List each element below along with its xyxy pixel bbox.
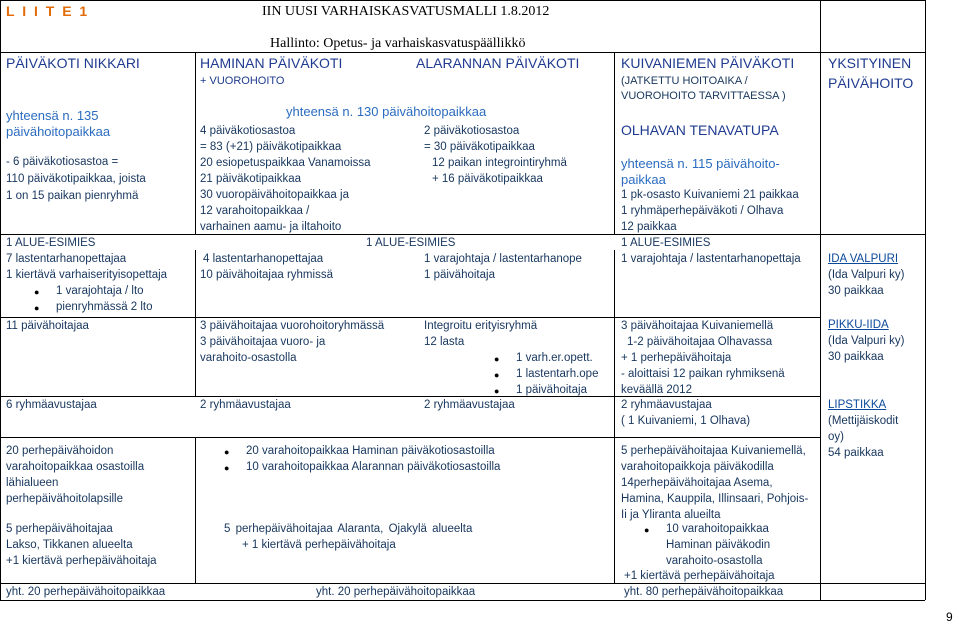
perhe-c1-2: varahoitopaikkaa osastoilla [6,461,145,473]
staff-c1-bullet-1: ● 1 varajohtaja / lto [56,284,144,299]
avustajat-c4-2: ( 1 Kuivaniemi, 1 Olhava) [621,415,751,427]
col3-desc-1: 1 pk-osasto Kuivaniemi 21 paikkaa [621,189,799,201]
hoitajat-c4-5: keväällä 2012 [621,384,692,396]
hoitajat-c3-bullet-3: ● 1 päivähoitaja [516,383,587,398]
hamina-line-6: 12 varahoitopaikkaa / [200,205,310,217]
page-title: IIN UUSI VARHAISKASVATUSMALLI 1.8.2012 [262,4,550,19]
hamina-line-4: 21 päiväkotipaikkaa [200,173,302,185]
col-divider [820,0,821,600]
col3-total-1: yhteensä n. 115 päivähoito- [621,156,780,171]
col-divider [195,250,196,396]
lipstikka-company: (Mettijäiskodit [828,415,899,427]
alaranta-line-1: 2 päiväkotiosastoa [424,125,520,137]
perhe-c2-bullet-2: ● 10 varahoitopaikkaa Alarannan päiväkotiosastoilla [246,460,500,475]
kuivaniemi-sub-2: VUOROHOITO TARVITTAESSA ) [621,90,786,102]
perhe-c4-4: Hamina, Kauppila, Illinsaari, Pohjois- [621,493,809,505]
ida-valpuri-company: (Ida Valpuri ky) [828,269,905,281]
staff-c3-1: 1 varajohtaja / lastentarhanope [424,253,582,265]
col3-total-2: paikkaa [621,172,666,187]
alue-esimies-3: 1 ALUE-ESIMIES [621,237,711,249]
table-border-top [0,0,925,1]
row-divider [0,234,925,235]
nikkari-total-1: yhteensä n. 135 [6,108,99,123]
row-divider [0,52,925,53]
hoitajat-c3-bullet-1: ● 1 varh.er.opett. [516,351,593,366]
hoitajat-c1: 11 päivähoitajaa [6,320,89,332]
nikkari-desc-1: - 6 päiväkotiosastoa = [6,156,119,168]
pikku-iida-company: (Ida Valpuri ky) [828,335,905,347]
staff-c2-1: 4 lastentarhanopettajaa [203,253,324,265]
page-number: 9 [946,610,953,624]
perhe-c4-bullet-3: varahoito-osastolla [666,555,763,567]
hamina-line-7: varhainen aamu- ja iltahoito [200,221,342,233]
perhe-c2b-2: + 1 kiertävä perhepäivähoitaja [242,539,396,551]
staff-c1-bullet-2: ● pienryhmässä 2 lto [56,300,153,315]
col-divider [195,52,196,234]
col-divider [614,52,615,234]
hamina-subtitle: + VUOROHOITO [200,75,285,87]
col-divider [614,250,615,583]
hoitajat-c4-2: 1-2 päivähoitajaa Olhavassa [627,336,773,348]
col-divider [195,437,196,583]
table-border-left [0,0,1,600]
hoitajat-c3-2: 12 lasta [424,336,465,348]
private-title-1: YKSITYINEN [828,55,912,71]
perhe-c2-bullet-1: ● 20 varahoitopaikkaa Haminan päiväkotiosastoilla [246,444,495,459]
avustajat-c2: 2 ryhmäavustajaa [200,399,291,411]
perhe-c4-kiertava: +1 kiertävä perhepäivähoitaja [624,570,775,582]
alue-esimies-2: 1 ALUE-ESIMIES [366,237,456,249]
avustajat-c1: 6 ryhmäavustajaa [6,399,97,411]
hoitajat-c2-3: varahoito-osastolla [200,352,297,364]
kuivaniemi-sub-1: (JATKETTU HOITOAIKA / [621,75,748,87]
nikkari-title: PÄIVÄKOTI NIKKARI [6,55,140,71]
ida-valpuri-link[interactable]: IDA VALPURI [828,253,899,265]
pikku-iida-link[interactable]: PIKKU-IIDA [828,319,889,331]
lipstikka-link[interactable]: LIPSTIKKA [828,399,887,411]
hoitajat-c3-bullet-2: ● 1 lastentarh.ope [516,367,598,382]
nikkari-desc-2: 110 päiväkotipaikkaa, joista [6,173,146,185]
perhe-c1b-3: +1 kiertävä perhepäivähoitaja [6,555,157,567]
table-border-bottom [0,600,925,601]
perhe-c4-1: 5 perhepäivähoitajaa Kuivaniemellä, [621,445,806,457]
hoitajat-c4-1: 3 päivähoitajaa Kuivaniemellä [621,320,774,332]
col3-desc-3: 12 paikkaa [621,221,677,233]
staff-c1-2: 1 kiertävä varhaiserityisopettaja [6,269,168,281]
perhe-c4-bullet-2: Haminan päiväkodin [666,539,771,551]
avustajat-c3: 2 ryhmäavustajaa [424,399,515,411]
perhe-c4-2: varahoitopaikkoja päiväkodilla [621,461,774,473]
alaranta-line-4: + 16 päiväkotipaikkaa [432,173,543,185]
col2-total: yhteensä n. 130 päivähoitopaikkaa [286,104,487,119]
alaranta-line-3: 12 paikan integrointiryhmä [432,157,567,169]
nikkari-total-2: päivähoitopaikkaa [6,124,111,139]
row-divider [0,396,820,397]
olhava-title: OLHAVAN TENAVATUPA [621,122,779,138]
kuivaniemi-title: KUIVANIEMEN PÄIVÄKOTI [621,55,795,71]
ida-valpuri-places: 30 paikkaa [828,285,884,297]
private-title-2: PÄIVÄHOITO [828,75,914,91]
hoitajat-c3-1: Integroitu erityisryhmä [424,320,538,332]
hamina-line-3: 20 esiopetuspaikkaa Vanamoissa [200,157,371,169]
hamina-line-5: 30 vuoropäivähoitopaikkaa ja [200,189,349,201]
hamina-title: HAMINAN PÄIVÄKOTI [200,55,343,71]
table-border-right [925,0,926,600]
lipstikka-company-2: oy) [828,431,844,443]
alaranta-line-2: = 30 päiväkotipaikkaa [424,141,535,153]
perhe-c1-1: 20 perhepäivähoidon [6,445,114,457]
row-divider [0,437,820,438]
perhe-c4-bullet-1: ● 10 varahoitopaikkaa [666,522,769,537]
alue-esimies-1: 1 ALUE-ESIMIES [6,237,96,249]
avustajat-c4-1: 2 ryhmäavustajaa [621,399,712,411]
footer-c2: yht. 20 perhepäivähoitopaikkaa [316,586,476,598]
staff-c1-1: 7 lastentarhanopettajaa [6,253,127,265]
hoitajat-c4-4: - aloittaisi 12 paikan ryhmiksenä [621,368,785,380]
alaranta-title: ALARANNAN PÄIVÄKOTI [416,55,580,71]
perhe-c1b-1: 5 perhepäivähoitajaa [6,523,113,535]
pikku-iida-places: 30 paikkaa [828,351,884,363]
lipstikka-places: 54 paikkaa [828,447,884,459]
perhe-c4-3: 14perhepäivähoitajaa Asema, [621,477,773,489]
col3-desc-2: 1 ryhmäperhepäiväkoti / Olhava [621,205,784,217]
staff-c4-1: 1 varajohtaja / lastentarhanopettaja [621,253,801,265]
perhe-c1-4: perhepäivähoitolapsille [6,493,123,505]
hallinto-label: Hallinto: Opetus- ja varhaiskasvatuspäällikkö [270,36,526,51]
hamina-line-2: = 83 (+21) päiväkotipaikkaa [200,141,342,153]
staff-c3-2: 1 päivähoitaja [424,269,495,281]
perhe-c4-5: Ii ja Yliranta alueilta [621,509,721,521]
nikkari-desc-3: 1 on 15 paikan pienryhmä [6,190,139,202]
perhe-c1b-2: Lakso, Tikkanen alueelta [6,539,133,551]
hamina-line-1: 4 päiväkotiosastoa [200,125,296,137]
perhe-c1-3: lähialueen [6,477,59,489]
footer-c1: yht. 20 perhepäivähoitopaikkaa [6,586,166,598]
liite-label: L I I T E 1 [6,3,90,19]
hoitajat-c2-2: 3 päivähoitajaa vuoro- ja [200,336,326,348]
perhe-c2b-1: 5 perhepäivähoitajaa Alaranta, Ojakylä alueelta [224,523,473,535]
footer-c4: yht. 80 perhepäivähoitopaikkaa [624,586,784,598]
hoitajat-c2-1: 3 päivähoitajaa vuorohoitoryhmässä [200,320,385,332]
hoitajat-c4-3: + 1 perhepäivähoitaja [621,352,732,364]
row-divider [0,317,820,318]
row-divider [0,583,925,584]
staff-c2-2: 10 päivähoitajaa ryhmissä [200,269,333,281]
